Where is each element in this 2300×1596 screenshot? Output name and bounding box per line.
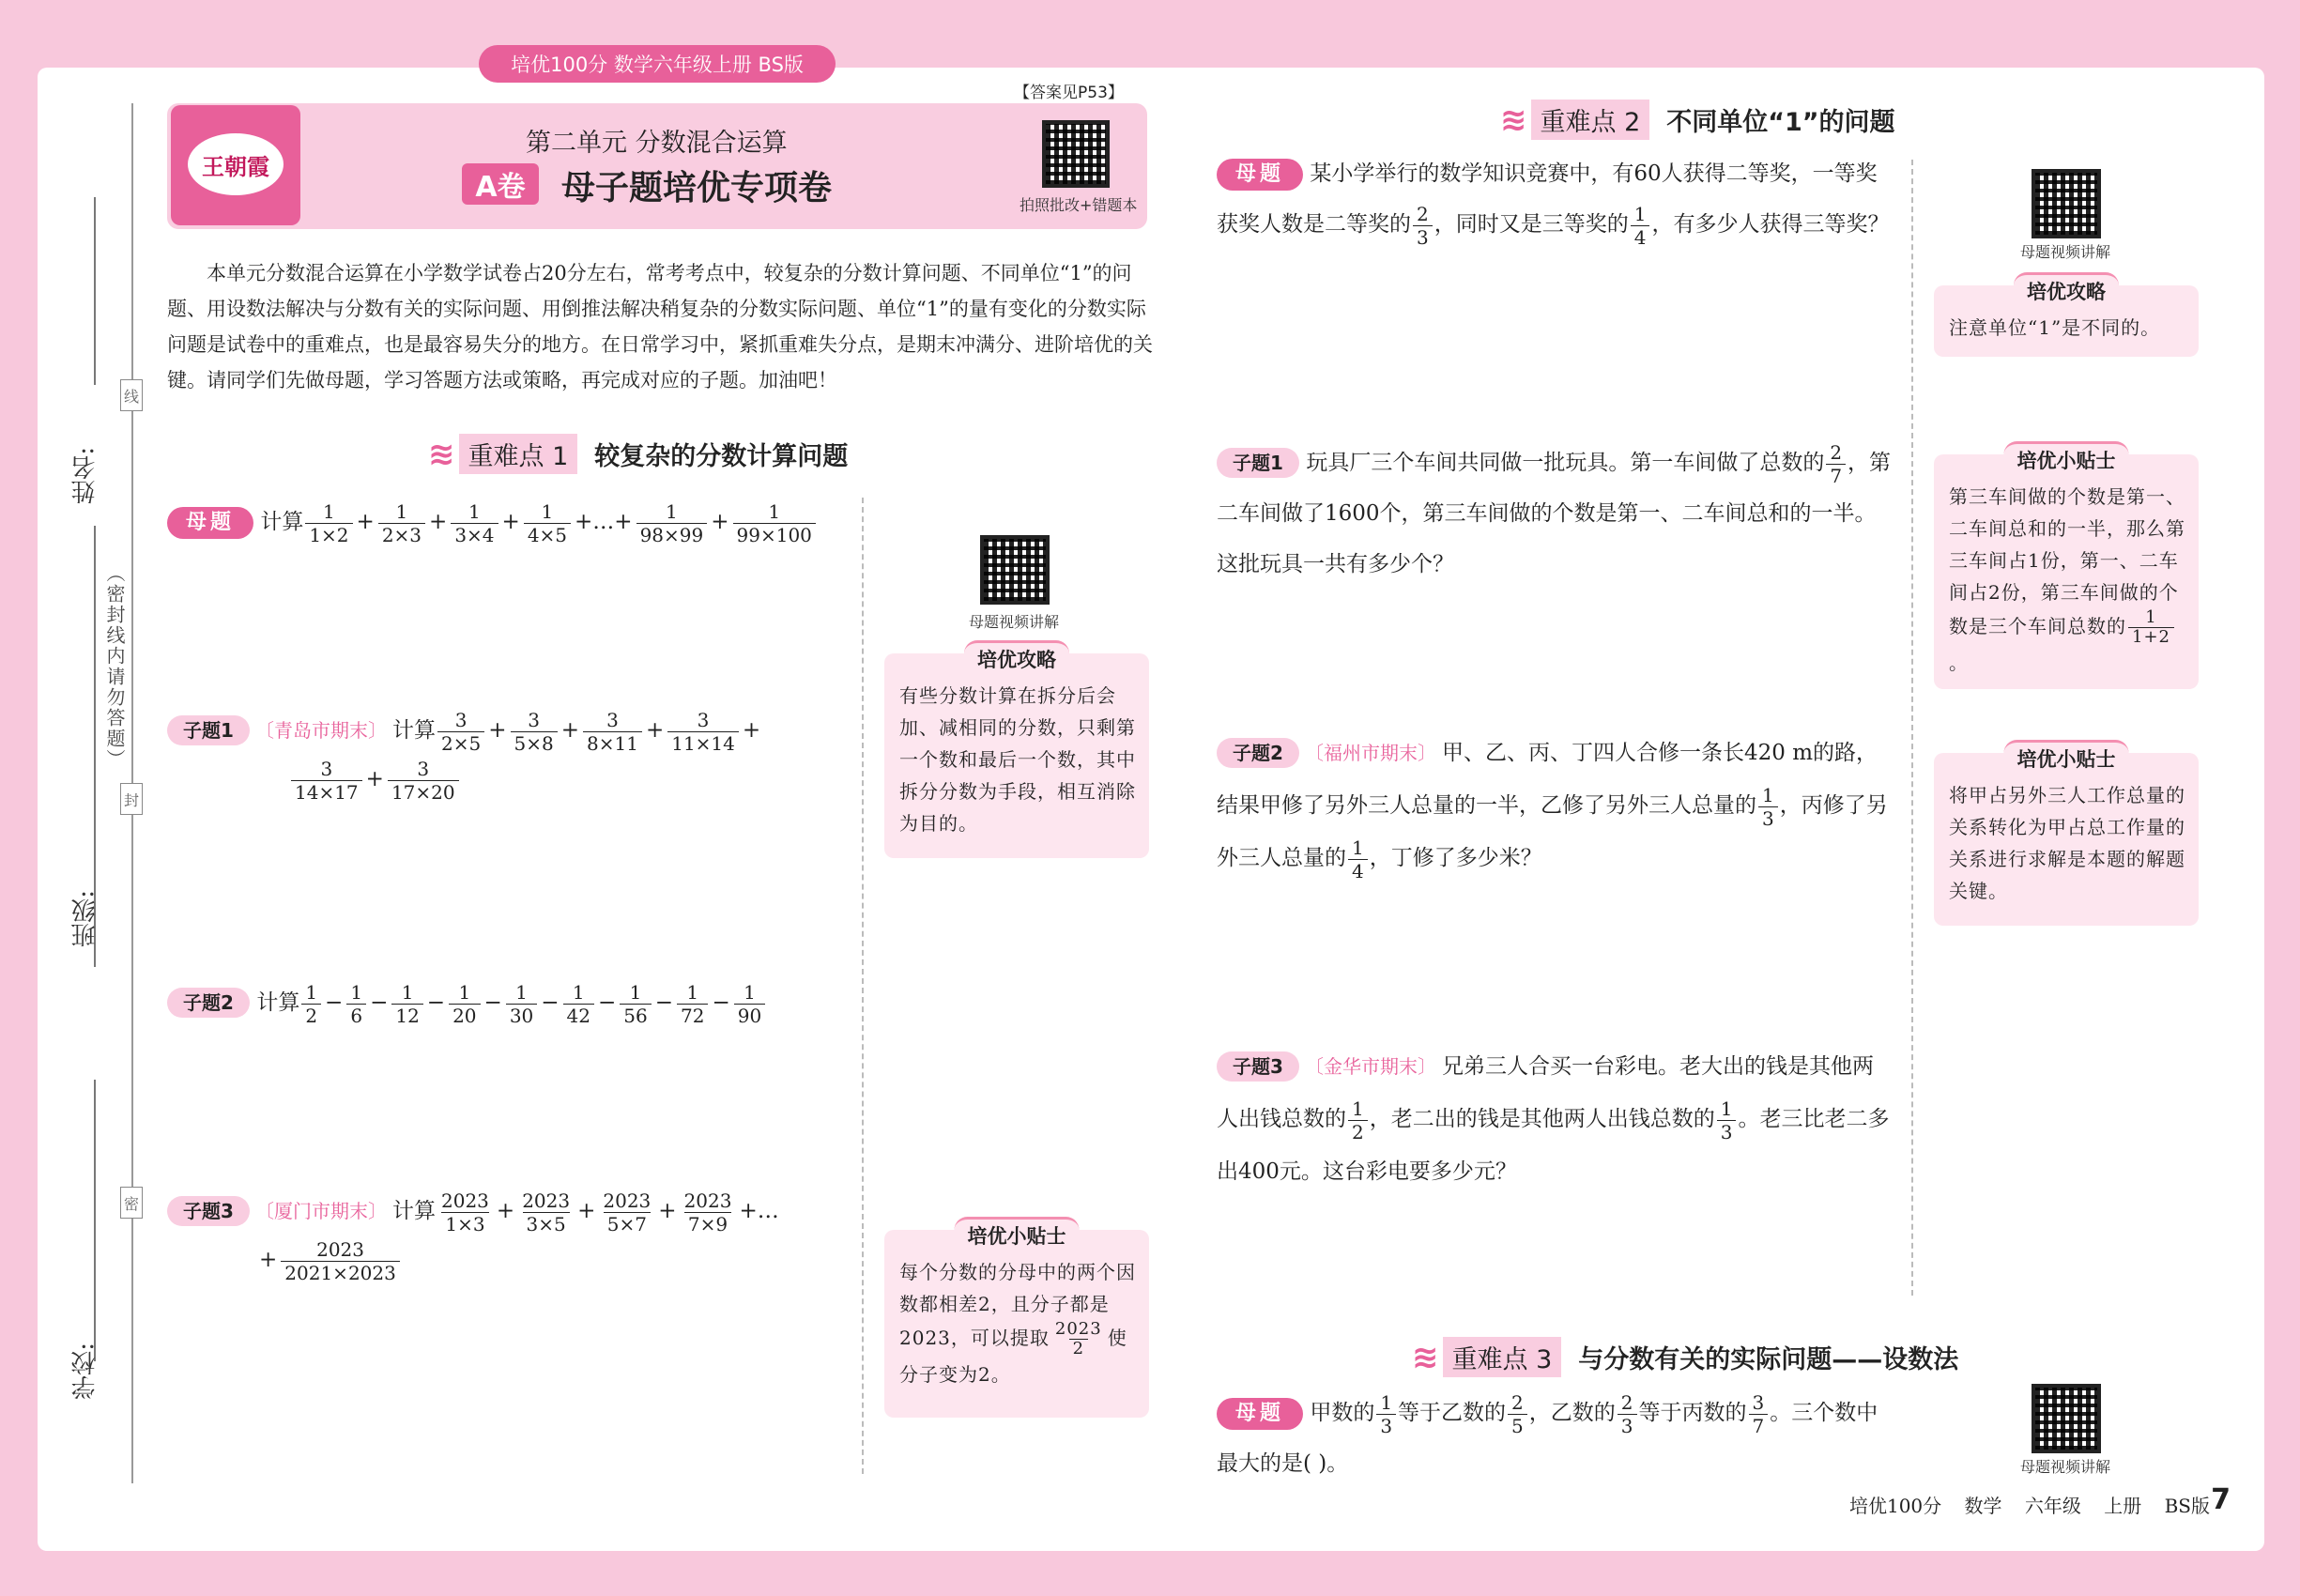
frac-den: 5×7 [604,1212,651,1235]
tip-box-strategy [1934,281,2199,357]
tip-text-part: 使分子变为2。 [899,1327,1127,1386]
operator: +…+ [575,510,633,534]
calc-prefix: 计算 [256,990,300,1015]
operator: + [645,718,665,743]
frac-num: 1 [350,980,363,1004]
fraction [563,981,594,1027]
frac-den: 20 [449,1004,480,1027]
frac-den: 7×9 [684,1212,731,1235]
frac-num: 1 [629,980,642,1004]
frac-num: 1 [515,980,528,1004]
frac-num: 2 [1830,440,1843,464]
tip-text-part: 。 [1949,652,1969,674]
question-text: ，有多少人获得三等奖？ [1651,212,1890,237]
operator: + [711,510,729,534]
fraction [636,500,708,546]
frac-den: 3 [1717,1120,1737,1143]
section-tag: 重难点 3 [1443,1337,1562,1377]
frac-num: 3 [697,708,710,731]
seal-note: （密封线内请勿答题） [101,563,129,770]
operator: − [426,990,446,1015]
frac-den: 99×100 [733,523,816,546]
frac-num: 1 [1720,1097,1733,1120]
fraction-series [299,980,767,1027]
tip-title: 培优小贴士 [2004,441,2129,476]
frac-den: 1×3 [441,1212,488,1235]
qr-caption: 母题视频讲解 [2020,1458,2111,1476]
seal-feng: 封 [120,783,143,815]
question-text: 等于丙数的 [1638,1401,1747,1425]
fraction [677,981,708,1027]
calc-prefix: 计算 [392,718,436,743]
question-text: 甲、乙、丙、丁四人合修一条长420 m的路，结果甲修了另外三人总量的一半，乙修了另外三人总量的 [1217,741,1878,818]
frac-den: 11×14 [667,731,739,755]
frac-num: 2023 [316,1237,365,1261]
fraction [620,981,651,1027]
fraction [518,1189,574,1235]
source-tag: 〔福州市期末〕 [1305,742,1436,764]
qr-code-icon[interactable] [2032,1384,2101,1453]
frac-den: 7 [1826,464,1846,487]
school-label: 学校: [71,1343,100,1400]
mother-badge: 母题 [1217,159,1303,191]
operator: + [259,1248,278,1272]
frac-num: 1 [572,980,585,1004]
fraction [291,758,362,804]
margin-line [94,197,96,385]
qr-caption: 母题视频讲解 [969,613,1060,631]
tip-text [899,1256,1136,1390]
source-tag: 〔青岛市期末〕 [255,719,387,742]
frac-num: 2 [1511,1390,1524,1414]
qr-caption: 拍照批改+错题本 [1020,196,1138,214]
frac-den: 3 [1618,1414,1637,1437]
frac-den: 1+2 [2128,627,2174,647]
sub-question-1-3 [167,1185,852,1286]
question-text: 。三个数中最大的是( )。 [1217,1401,1878,1476]
fraction [681,1189,736,1235]
frac-num: 2023 [1054,1319,1102,1339]
question-text: 兄弟三人合买一台彩电。老大出的钱是其他两人出钱总数的 [1217,1054,1874,1131]
frac-den: 4×5 [524,523,571,546]
fraction [583,709,642,755]
operator: + [560,718,579,743]
frac-den: 2 [1069,1339,1088,1358]
wave-icon: ≋ [1412,1338,1439,1376]
tip-box-tips [1934,450,2199,689]
footer-brand: 培优100分 [1848,1495,1942,1517]
wave-icon: ≋ [428,435,455,473]
frac-num: 1 [2145,607,2157,627]
tip-box-strategy [884,649,1149,858]
seal-xian: 线 [120,379,143,411]
sub-badge: 子题2 [167,988,250,1018]
tip-box-tips [1934,748,2199,926]
qr-caption: 母题视频讲解 [2020,243,2111,261]
sub-question-2-2 [1217,727,1893,884]
column-divider [862,498,864,1474]
fraction [437,709,484,755]
mother-badge: 母题 [1217,1398,1303,1430]
operator: − [325,990,344,1015]
frac-den: 3 [1413,225,1433,249]
tip-text-part: 每个分数的分母中的两个因数都相差2，且分子都是2023，可以提取 [899,1261,1136,1349]
frac-num: 2023 [522,1189,571,1212]
operator: − [483,990,502,1015]
operator: +… [739,1199,779,1223]
section-heading-1 [428,434,848,474]
frac-den: 3 [1758,806,1778,830]
frac-num: 1 [468,499,481,523]
answer-reference: 【答案见P53】 [1014,84,1124,102]
qr-code-icon[interactable] [980,535,1050,605]
logo-text: 王朝霞 [188,133,284,195]
sub-badge: 子题3 [1217,1051,1299,1082]
tip-text: 将甲占另外三人工作总量的关系转化为甲占总工作量的关系进行求解是本题的解题关键。 [1949,784,2185,902]
operator: + [501,510,520,534]
frac-num: 1 [1762,783,1774,806]
tip-title: 培优攻略 [2014,272,2119,307]
fraction [667,709,739,755]
tip-text: 注意单位“1”是不同的。 [1949,316,2161,339]
fraction [301,981,321,1027]
section-heading-2 [1500,100,1895,140]
fraction-series [436,708,762,755]
operator: − [598,990,617,1015]
frac-den: 4 [1348,859,1368,882]
operator: − [712,990,730,1015]
sub-badge: 子题3 [167,1196,250,1226]
frac-den: 42 [563,1004,594,1027]
question-text: ，同时又是三等奖的 [1434,212,1629,237]
seal-mi: 密 [120,1187,143,1219]
frac-num: 1 [401,980,414,1004]
frac-num: 3 [417,757,430,780]
frac-den: 6 [346,1004,366,1027]
frac-den: 2×3 [378,523,425,546]
fraction [281,1238,400,1284]
frac-den: 3×4 [451,523,498,546]
sub-question-2-1 [1217,437,1893,590]
question-text: ，老二出的钱是其他两人出钱总数的 [1369,1107,1715,1131]
fraction [388,758,459,804]
frac-num: 1 [395,499,408,523]
fraction [449,981,480,1027]
qr-code-icon[interactable] [2032,169,2101,238]
tip-title: 培优小贴士 [955,1217,1080,1251]
operator: + [429,510,448,534]
fraction [378,500,425,546]
frac-num: 1 [305,980,318,1004]
operator: + [658,1199,677,1223]
question-text: 玩具厂三个车间共同做一批玩具。第一车间做了总数的 [1306,451,1825,475]
frac-num: 1 [1633,202,1647,225]
volume-badge: A卷 [462,163,539,205]
section-name: 与分数有关的实际问题——设数法 [1578,1345,1959,1374]
frac-den: 2 [301,1004,321,1027]
operator: − [541,990,560,1015]
footer-grade: 六年级 [2024,1495,2081,1517]
footer [1832,1491,2210,1518]
frac-num: 1 [686,980,699,1004]
mother-question-1 [167,496,818,548]
page-number: 7 [2211,1483,2231,1516]
frac-den: 2×5 [437,731,484,755]
frac-num: 1 [744,980,756,1004]
tip-title: 培优小贴士 [2004,740,2129,775]
fraction [599,1189,654,1235]
question-text: ，丁修了多少米？ [1369,846,1542,870]
tip-text-part: 第三车间做的个数是第一、二车间总和的一半，那么第三车间占1份，第一、二车间占2份，第三车间做的个数是三个车间总数的 [1949,485,2185,637]
fraction [511,709,558,755]
fraction [734,981,765,1027]
frac-den: 12 [391,1004,422,1027]
operator: + [356,510,375,534]
frac-den: 4 [1631,225,1650,249]
frac-num: 1 [768,499,781,523]
frac-num: 3 [606,708,619,731]
frac-num: 1 [1380,1390,1393,1414]
sub-badge: 子题1 [167,715,250,745]
frac-den: 1×2 [305,523,352,546]
intro-paragraph: 本单元分数混合运算在小学数学试卷占20分左右，常考考点中，较复杂的分数计算问题、不同单位“1”的问题、用设数法解决与分数有关的实际问题、用倒推法解决稍复杂的分数实际问题、单位“1”的量有变化的分数实际问题是试卷中的重难点，也是最容易失分的地方。在日常学习中，紧抓重难失分点，是期末冲满分、进阶培优的关键。请同学们先做母题，学习答题方法或策略，再完成对应的子题。加油吧！ [167,262,1153,391]
frac-num: 1 [323,499,335,523]
sub-badge: 子题1 [1217,448,1299,478]
calc-prefix: 计算 [260,510,304,534]
frac-num: 1 [458,980,471,1004]
frac-den: 3 [1376,1414,1396,1437]
frac-den: 72 [677,1004,708,1027]
frac-den: 2 [1348,1120,1368,1143]
tip-text: 有些分数计算在拆分后会加、减相同的分数，只剩第一个数和最后一个数，其中拆分分数为手段，相互消除为目的。 [899,684,1136,835]
brand-logo [171,105,300,225]
frac-den: 7 [1749,1414,1769,1437]
calc-prefix: 计算 [392,1199,436,1223]
footer-edition: BS版 [2164,1495,2210,1517]
tip-text [1949,481,2185,679]
frac-num: 1 [1352,836,1364,859]
footer-term: 上册 [2104,1495,2142,1517]
frac-den: 98×99 [636,523,708,546]
question-text: 等于乙数的 [1398,1401,1507,1425]
source-tag: 〔金华市期末〕 [1305,1055,1436,1078]
section-heading-3 [1412,1337,1958,1377]
frac-num: 1 [541,499,554,523]
source-tag: 〔厦门市期末〕 [255,1200,387,1222]
qr-code-icon[interactable] [1042,120,1110,188]
question-text: 甲数的 [1310,1401,1375,1425]
sub-question-1-1 [167,704,852,806]
section-name: 较复杂的分数计算问题 [594,442,849,471]
main-title: 母子题培优专项卷 [561,169,833,207]
fraction [391,981,422,1027]
wave-icon: ≋ [1500,100,1527,139]
question-text: ，第二车间做了1600个，第三车间做的个数是第一、二车间总和的一半。这批玩具一共有多少个？ [1217,451,1892,576]
fraction [733,500,816,546]
frac-num: 2023 [603,1189,652,1212]
sub-question-1-2 [167,976,767,1029]
frac-num: 3 [1752,1390,1765,1414]
mother-question-2 [1217,148,1893,250]
frac-num: 3 [320,757,333,780]
operator: + [577,1199,596,1223]
unit-title: 第二单元 分数混合运算 [526,129,788,158]
section-name: 不同单位“1”的问题 [1666,108,1895,137]
operator: + [496,1199,515,1223]
mother-badge: 母题 [167,507,253,539]
frac-den: 5 [1508,1414,1527,1437]
operator: + [488,718,507,743]
mother-question-3 [1217,1388,1893,1489]
frac-den: 3×5 [523,1212,570,1235]
frac-num: 3 [454,708,468,731]
operator: + [742,718,761,743]
fraction [305,500,352,546]
frac-den: 56 [620,1004,651,1027]
frac-den: 17×20 [388,780,459,804]
frac-num: 2023 [683,1189,732,1212]
section-tag: 重难点 2 [1531,100,1650,140]
fraction [524,500,571,546]
fraction [451,500,498,546]
section-tag: 重难点 1 [459,434,578,474]
fraction [506,981,537,1027]
question-text: 某小学举行的数学知识竞赛中，有60人获得二等奖，一等奖获奖人数是二等奖的 [1217,161,1878,237]
question-text: 。老三比老二多出400元。这台彩电要多少元？ [1217,1107,1890,1184]
frac-num: 1 [666,499,678,523]
question-text: ，丙修了另外三人总量的 [1217,793,1888,870]
frac-num: 2 [1620,1390,1633,1414]
operator: + [365,767,384,791]
footer-subject: 数学 [1964,1495,2002,1517]
frac-num: 2 [1417,202,1429,225]
frac-num: 2023 [441,1189,489,1212]
sub-badge: 子题2 [1217,738,1299,768]
question-text: ，乙数的 [1528,1401,1616,1425]
operator: − [654,990,674,1015]
frac-den: 8×11 [583,731,642,755]
fraction [346,981,366,1027]
fraction [437,1189,493,1235]
frac-den: 90 [734,1004,765,1027]
tip-box-tips [884,1225,1149,1418]
margin-line [94,1080,96,1361]
frac-den: 30 [506,1004,537,1027]
column-divider [1911,160,1913,1296]
frac-num: 1 [1352,1097,1364,1120]
operator: − [370,990,389,1015]
header-pill: 培优100分 数学六年级上册 BS版 [479,45,836,83]
class-label: 班级: [71,890,100,947]
frac-den: 14×17 [291,780,362,804]
sub-question-2-3 [1217,1040,1893,1198]
frac-num: 3 [528,708,540,731]
frac-den: 5×8 [511,731,558,755]
name-label: 姓名: [71,447,100,504]
frac-den: 2021×2023 [281,1261,400,1284]
tip-title: 培优攻略 [964,640,1069,675]
